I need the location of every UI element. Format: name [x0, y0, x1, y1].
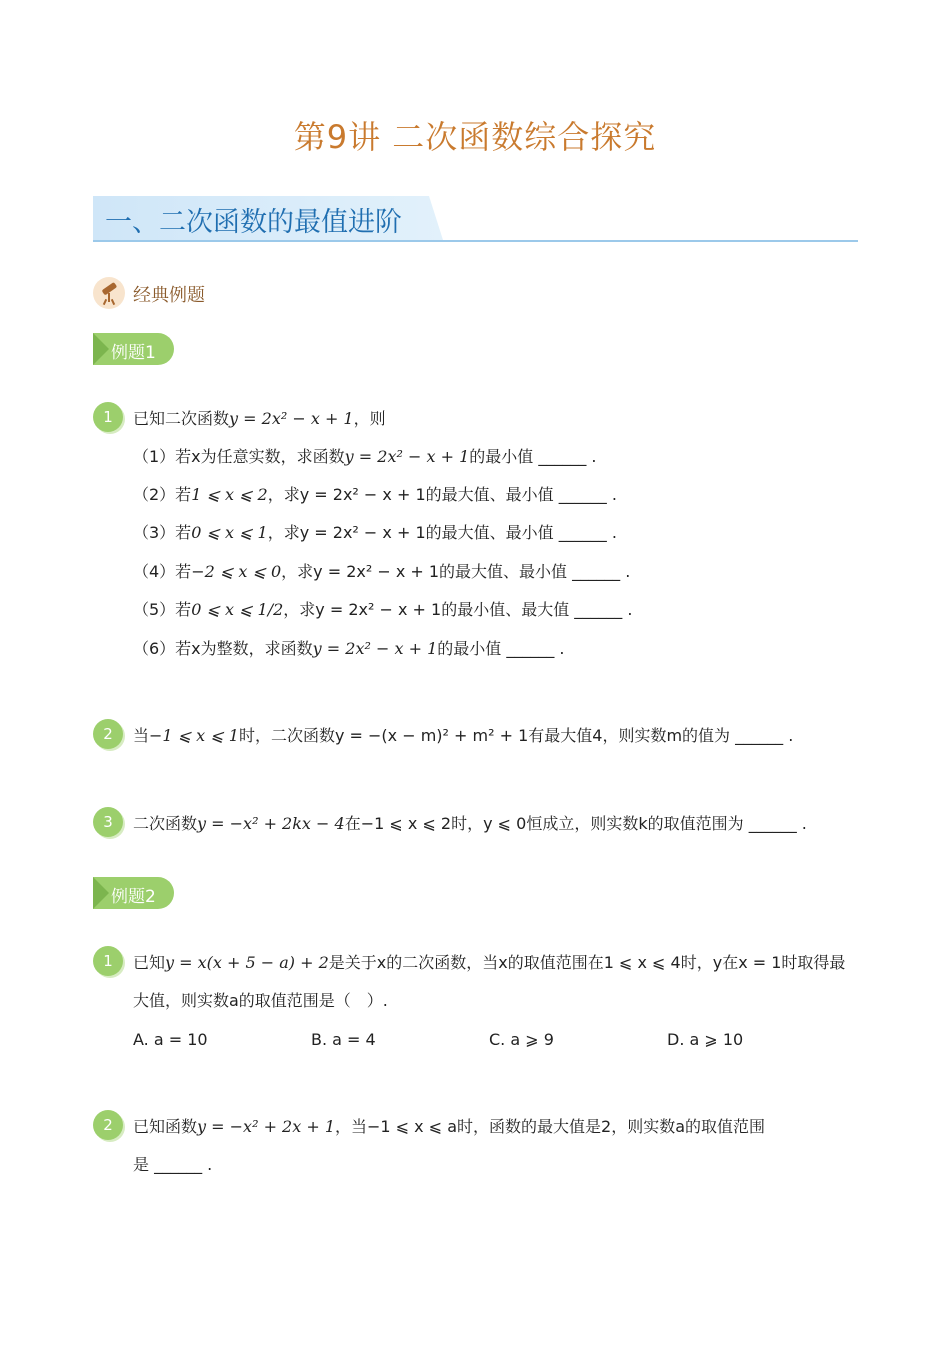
- question-number-badge: 3: [93, 807, 123, 837]
- math-expression: 0 ⩽ x ⩽ 1/2: [191, 600, 284, 619]
- question-line: [133, 952, 845, 974]
- math-expression: −2 ⩽ x ⩽ 0: [191, 562, 282, 581]
- question-text: 已知二次函数: [133, 409, 230, 428]
- choice-c[interactable]: C. a ⩾ 9: [489, 1030, 554, 1049]
- sub-question-line: [133, 446, 597, 468]
- sub-question-line: [133, 522, 617, 544]
- question-text: 大值，则实数a的取值范围是（ ）.: [133, 991, 388, 1010]
- question-text: ，求y = 2x² − x + 1的最大值、最小值 ______ .: [267, 485, 617, 504]
- question-line: [133, 813, 807, 835]
- page-title: 第9讲 二次函数综合探究: [293, 118, 657, 156]
- question-text: ，求y = 2x² − x + 1的最大值、最小值 ______ .: [281, 562, 631, 581]
- question-text: 时，二次函数y = −(x − m)² + m² + 1有最大值4，则实数m的值为 ______ .: [238, 726, 794, 745]
- question-text: 当: [133, 726, 150, 745]
- tab-corner: [93, 877, 109, 909]
- sub-question-line: [133, 561, 630, 583]
- question-number-badge: 2: [93, 719, 123, 749]
- question-text: （5）若: [133, 600, 192, 619]
- question-line: [133, 990, 388, 1012]
- question-text: （6）若x为整数，求函数: [133, 639, 313, 658]
- question-number-badge: 2: [93, 1110, 123, 1140]
- example-1-label: 例题1: [111, 343, 156, 363]
- math-expression: y = x(x + 5 − a) + 2: [165, 953, 329, 972]
- question-text: （2）若: [133, 485, 192, 504]
- question-text: ，求y = 2x² − x + 1的最大值、最小值 ______ .: [267, 523, 617, 542]
- telescope-icon: [93, 277, 125, 309]
- question-line: [133, 1116, 765, 1138]
- question-text: （3）若: [133, 523, 192, 542]
- question-text: 二次函数: [133, 814, 198, 833]
- section-header: [93, 196, 858, 242]
- question-line: [133, 1154, 212, 1176]
- sub-question-line: [133, 638, 565, 660]
- question-text: 是关于x的二次函数，当x的取值范围在1 ⩽ x ⩽ 4时，y在x = 1时取得最: [328, 953, 846, 972]
- question-text: 的最小值 ______ .: [469, 447, 597, 466]
- math-expression: 1 ⩽ x ⩽ 2: [191, 485, 268, 504]
- math-expression: y = 2x² − x + 1: [229, 409, 354, 428]
- question-text: （4）若: [133, 562, 192, 581]
- question-text: 是 ______ .: [133, 1155, 213, 1174]
- question-number-badge: 1: [93, 402, 123, 432]
- example-2-label: 例题2: [111, 887, 156, 907]
- choice-a[interactable]: A. a = 10: [133, 1030, 208, 1049]
- section-title: 一、二次函数的最值进阶: [105, 207, 402, 238]
- question-number-badge: 1: [93, 946, 123, 976]
- question-text: 已知: [133, 953, 166, 972]
- math-expression: y = −x² + 2kx − 4: [197, 814, 345, 833]
- question-text: 已知函数: [133, 1117, 198, 1136]
- question-text: 的最小值 ______ .: [437, 639, 565, 658]
- question-text: ，则: [353, 409, 386, 428]
- tab-corner: [93, 333, 109, 365]
- section-divider: [93, 240, 858, 242]
- math-expression: −1 ⩽ x ⩽ 1: [149, 726, 239, 745]
- example-1-tab: [93, 333, 174, 365]
- sub-question-line: [133, 484, 617, 506]
- classic-examples-text: 经典例题: [133, 285, 205, 306]
- choice-b[interactable]: B. a = 4: [311, 1030, 376, 1049]
- math-expression: y = −x² + 2x + 1: [197, 1117, 336, 1136]
- math-expression: y = 2x² − x + 1: [312, 639, 438, 658]
- math-expression: y = 2x² − x + 1: [344, 447, 470, 466]
- question-text: 在−1 ⩽ x ⩽ 2时，y ⩽ 0恒成立，则实数k的取值范围为 ______ .: [344, 814, 807, 833]
- choice-d[interactable]: D. a ⩾ 10: [667, 1030, 744, 1049]
- question-text: ，当−1 ⩽ x ⩽ a时，函数的最大值是2，则实数a的取值范围: [335, 1117, 766, 1136]
- example-2-tab: [93, 877, 174, 909]
- math-expression: 0 ⩽ x ⩽ 1: [191, 523, 268, 542]
- question-text: （1）若x为任意实数，求函数: [133, 447, 345, 466]
- question-line: [133, 408, 386, 430]
- question-text: ，求y = 2x² − x + 1的最小值、最大值 ______ .: [283, 600, 633, 619]
- question-line: [133, 725, 793, 747]
- sub-question-line: [133, 599, 632, 621]
